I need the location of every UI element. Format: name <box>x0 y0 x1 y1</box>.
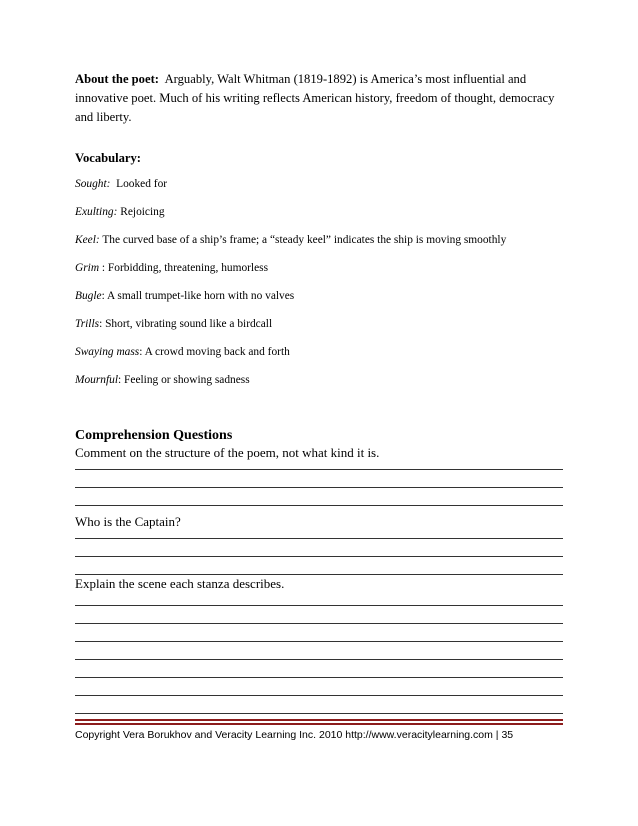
answer-line <box>75 556 563 557</box>
vocab-term: Mournful <box>75 374 119 386</box>
vocab-item-keel <box>75 234 506 246</box>
answer-line <box>75 487 563 488</box>
answer-line <box>75 659 563 660</box>
about-text: Arguably, Walt Whitman (1819-1892) is America’s most influential and innovative poet. Much of his writing reflects American history, freedom of thought, democracy and liberty. <box>75 72 555 124</box>
vocab-item-grim <box>75 262 268 274</box>
vocab-term: Keel: <box>75 234 100 246</box>
vocab-definition: : Feeling or showing sadness <box>118 374 250 386</box>
vocabulary-heading: Vocabulary: <box>75 151 142 165</box>
vocab-definition: Rejoicing <box>120 206 165 218</box>
vocab-definition: The curved base of a ship’s frame; a “steady keel” indicates the ship is moving smoothly <box>102 234 507 246</box>
answer-line <box>75 623 563 624</box>
vocab-item-sought <box>75 178 167 190</box>
vocab-term: Trills <box>75 318 100 330</box>
comprehension-heading: Comprehension Questions <box>75 428 233 443</box>
vocab-definition: : Short, vibrating sound like a birdcall <box>99 318 273 330</box>
answer-line <box>75 574 563 575</box>
vocab-definition: : A small trumpet-like horn with no valves <box>101 290 295 302</box>
footer-rule-top <box>75 719 563 721</box>
about-label: About the poet: <box>75 72 159 86</box>
vocab-item-bugle <box>75 290 294 302</box>
footer-copyright: Copyright Vera Borukhov and Veracity Learning Inc. 2010 http://www.veracitylearning.com | 35 <box>75 729 514 741</box>
vocab-term: Exulting: <box>75 206 118 218</box>
vocab-term: Swaying mass <box>75 346 140 358</box>
vocab-item-swaying-mass <box>75 346 290 358</box>
about-the-poet <box>75 70 567 127</box>
answer-line <box>75 605 563 606</box>
answer-line <box>75 505 563 506</box>
question-1: Comment on the structure of the poem, not what kind it is. <box>75 445 380 460</box>
vocab-definition: : A crowd moving back and forth <box>139 346 290 358</box>
answer-line <box>75 538 563 539</box>
vocab-item-trills <box>75 318 272 330</box>
question-3: Explain the scene each stanza describes. <box>75 576 285 591</box>
vocab-term: Bugle <box>75 290 102 302</box>
answer-line <box>75 469 563 470</box>
vocab-term: Sought: <box>75 178 111 190</box>
answer-line <box>75 677 563 678</box>
vocab-definition: Looked for <box>116 178 168 190</box>
vocab-item-mournful <box>75 374 250 386</box>
vocab-definition: : Forbidding, threatening, humorless <box>101 262 269 274</box>
answer-line <box>75 695 563 696</box>
answer-line <box>75 641 563 642</box>
question-2: Who is the Captain? <box>75 514 181 529</box>
footer-rule-bottom <box>75 723 563 725</box>
vocab-term: Grim <box>75 262 100 274</box>
vocab-item-exulting <box>75 206 165 218</box>
answer-line <box>75 713 563 714</box>
